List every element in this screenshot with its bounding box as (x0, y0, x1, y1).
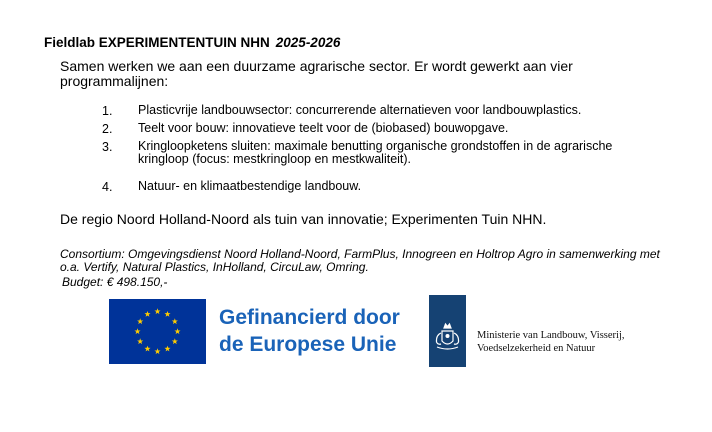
budget-text: Budget: € 498.150,- (62, 275, 168, 289)
eu-funding-line2: de Europese Unie (219, 333, 397, 356)
eu-funding-logo (109, 299, 422, 364)
list-item-number: 1. (102, 104, 113, 118)
eu-star-icon (172, 318, 178, 324)
eu-star-icon (164, 311, 170, 317)
region-statement: De regio Noord Holland-Noord als tuin van innovatie; Experimenten Tuin NHN. (60, 211, 547, 227)
eu-star-icon (137, 338, 143, 344)
intro-text: Samen werken we aan een duurzame agrarische sector. Er wordt gewerkt aan vier programmalijnen: (60, 58, 573, 89)
list-item-text: Plasticvrije landbouwsector: concurrerende alternatieven voor landbouwplastics. (138, 103, 582, 117)
list-item-text: Teelt voor bouw: innovatieve teelt voor de (biobased) bouwopgave. (138, 121, 509, 135)
title-year: 2025-2026 (275, 35, 341, 50)
list-item-number: 2. (102, 122, 113, 136)
eu-star-icon (144, 346, 150, 352)
list-item-text: Kringloopketens sluiten: maximale benutting organische grondstoffen in de agrarische kringloop (focus: mestkringloop en mestkwaliteit). (138, 139, 613, 166)
ministry-name-line1: Ministerie van Landbouw, Visserij, (477, 330, 625, 341)
ministry-logo (429, 295, 629, 367)
eu-stars-icon (109, 299, 206, 364)
eu-star-icon (154, 348, 160, 354)
eu-flag-icon (109, 299, 206, 364)
eu-star-icon (164, 346, 170, 352)
eu-star-icon (134, 328, 140, 334)
list-item-number: 4. (102, 180, 113, 194)
consortium-text: Consortium: Omgevingsdienst Noord Holland-Noord, FarmPlus, Innogreen en Holtrop Agro in samenwerking met o.a. Vertify, Natural Plastics, InHolland, CircuLaw, Omring. (60, 247, 660, 274)
eu-star-icon (144, 311, 150, 317)
eu-star-icon (174, 328, 180, 334)
coat-of-arms-icon (429, 295, 466, 367)
list-item-text: Natuur- en klimaatbestendige landbouw. (138, 179, 362, 193)
eu-star-icon (137, 318, 143, 324)
eu-star-icon (154, 308, 160, 314)
ministry-name-line2: Voedselzekerheid en Natuur (477, 343, 596, 354)
list-item-number: 3. (102, 140, 113, 154)
ministry-name (477, 329, 625, 355)
eu-funding-text (219, 304, 400, 358)
ministry-bar (429, 295, 466, 367)
eu-star-icon (172, 338, 178, 344)
page-title (44, 35, 340, 50)
title-main: Fieldlab EXPERIMENTENTUIN NHN (44, 35, 270, 50)
eu-funding-line1: Gefinancierd door (219, 306, 400, 329)
